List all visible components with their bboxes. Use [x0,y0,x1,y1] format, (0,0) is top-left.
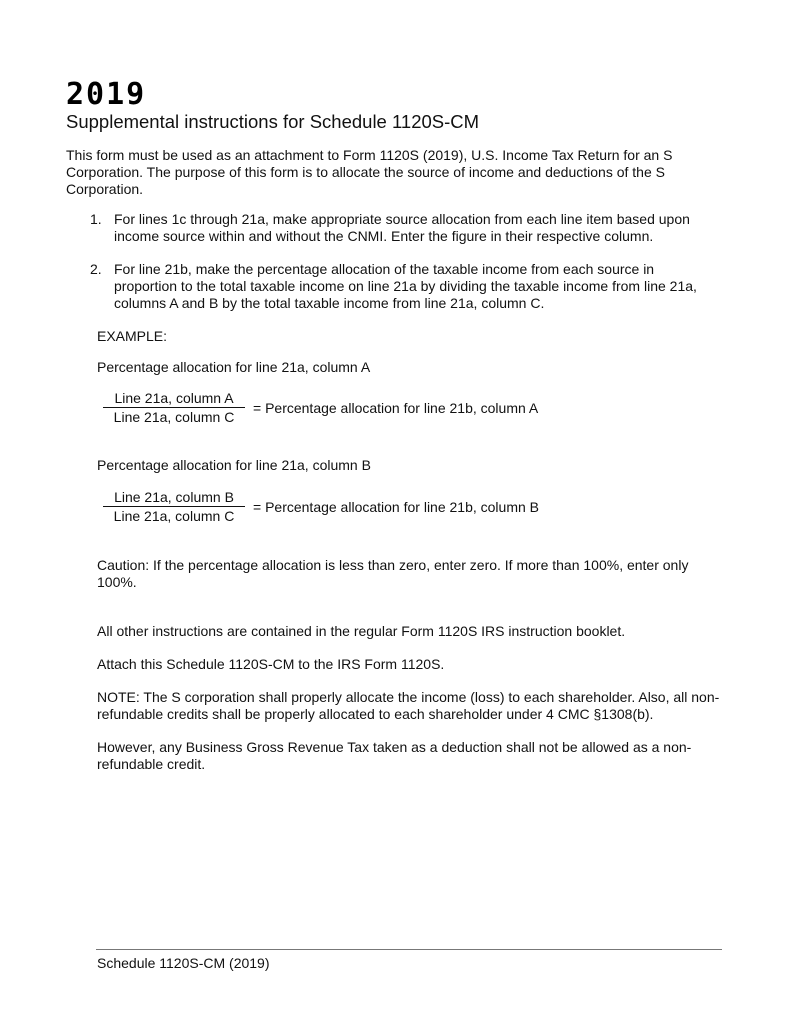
column-a-fraction [103,390,245,425]
fraction-numerator: Line 21a, column A [103,390,245,408]
however-paragraph: However, any Business Gross Revenue Tax taken as a deduction shall not be allowed as a non-refundable credit. [97,739,692,772]
instruction-item-1 [90,211,720,245]
instruction-number: 2. [90,261,102,277]
intro-paragraph: This form must be used as an attachment to Form 1120S (2019), U.S. Income Tax Return for an S Corporation. The purpose of this form is to allocate the source of income and deductions of the S Corporation. [66,147,673,197]
column-b-fraction [103,489,245,524]
column-b-heading: Percentage allocation for line 21a, column B [97,457,371,473]
fraction-numerator: Line 21a, column B [103,489,245,507]
fraction-denominator: Line 21a, column C [113,409,235,425]
footer-label: Schedule 1120S-CM (2019) [97,955,270,971]
note-paragraph: NOTE: The S corporation shall properly allocate the income (loss) to each shareholder. Also, all non- refundable credits shall be properly allocated to each shareholder under 4 CMC §1308(b). [97,689,720,722]
column-b-result: = Percentage allocation for line 21b, column B [253,499,540,515]
instruction-text: For lines 1c through 21a, make appropriate source allocation from each line item based upon income source within and without the CNMI. Enter the figure in their respective column. [114,211,690,244]
page-title: Supplemental instructions for Schedule 1120S-CM [66,111,480,132]
instruction-text: For line 21b, make the percentage allocation of the taxable income from each source in proportion to the total taxable income on line 21a by dividing the taxable income from line 21a, columns A and B by the total taxable income from line 21a, column C. [114,261,697,311]
fraction-denominator: Line 21a, column C [113,508,235,524]
column-a-result: = Percentage allocation for line 21b, column A [253,400,539,416]
footer-divider [96,949,722,950]
form-year: 2019 [66,77,147,112]
caution-paragraph: Caution: If the percentage allocation is less than zero, enter zero. If more than 100%, enter only 100%. [97,557,689,590]
instruction-number: 1. [90,211,102,227]
instruction-item-2 [90,261,720,312]
other-instructions-paragraph: All other instructions are contained in the regular Form 1120S IRS instruction booklet. [97,623,626,639]
example-label: EXAMPLE: [97,328,168,344]
attach-paragraph: Attach this Schedule 1120S-CM to the IRS Form 1120S. [97,656,445,672]
column-a-heading: Percentage allocation for line 21a, column A [97,359,371,375]
